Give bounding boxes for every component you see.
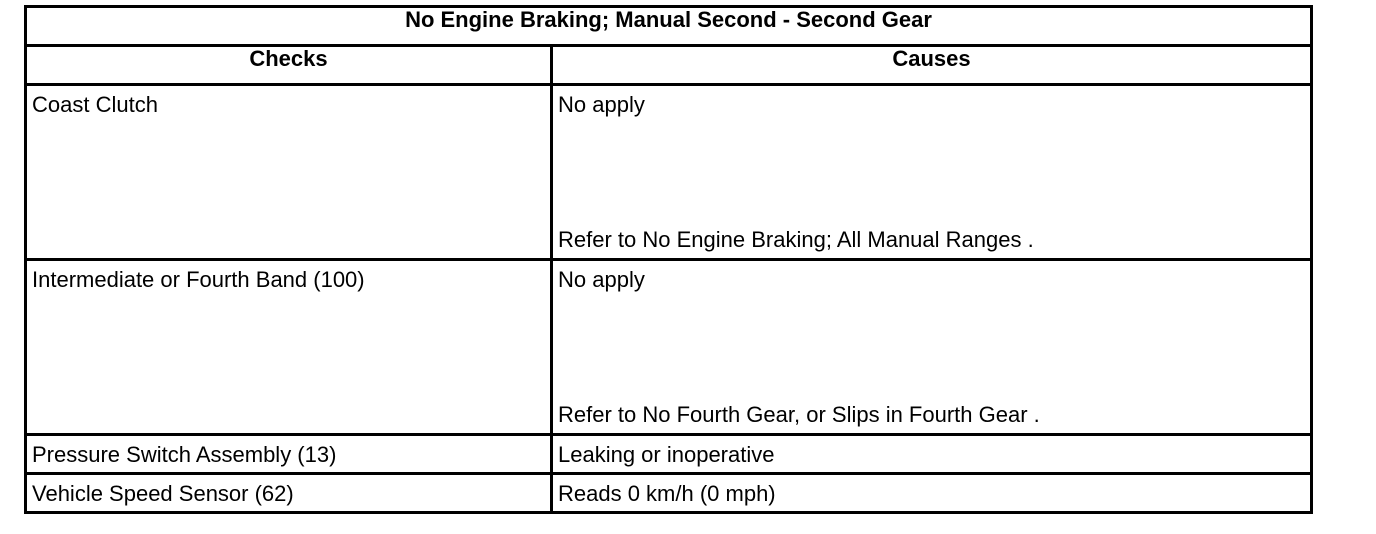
table-row <box>26 260 1312 435</box>
refer-text: Refer to No Engine Braking; All Manual Ranges . <box>558 226 1034 252</box>
check-cell <box>26 260 552 435</box>
causes-column-header: Causes <box>552 46 1312 85</box>
check-text: Intermediate or Fourth Band (100) <box>32 267 365 292</box>
table-row <box>26 474 1312 513</box>
cause-text: No apply <box>558 92 645 117</box>
cause-cell <box>552 435 1312 474</box>
cause-cell <box>552 85 1312 260</box>
check-text: Coast Clutch <box>32 92 158 117</box>
cause-cell <box>552 474 1312 513</box>
check-cell <box>26 435 552 474</box>
check-text: Pressure Switch Assembly (13) <box>32 442 337 467</box>
checks-column-header: Checks <box>26 46 552 85</box>
table-row <box>26 435 1312 474</box>
check-text: Vehicle Speed Sensor (62) <box>32 481 294 506</box>
cause-text: Leaking or inoperative <box>558 442 775 467</box>
cause-cell <box>552 260 1312 435</box>
cause-text: Reads 0 km/h (0 mph) <box>558 481 776 506</box>
table-row <box>26 85 1312 260</box>
table-title: No Engine Braking; Manual Second - Second Gear <box>26 7 1312 46</box>
diagnostic-table <box>24 5 1313 514</box>
cause-text: No apply <box>558 267 645 292</box>
refer-text: Refer to No Fourth Gear, or Slips in Fourth Gear . <box>558 401 1040 427</box>
check-cell <box>26 85 552 260</box>
check-cell <box>26 474 552 513</box>
